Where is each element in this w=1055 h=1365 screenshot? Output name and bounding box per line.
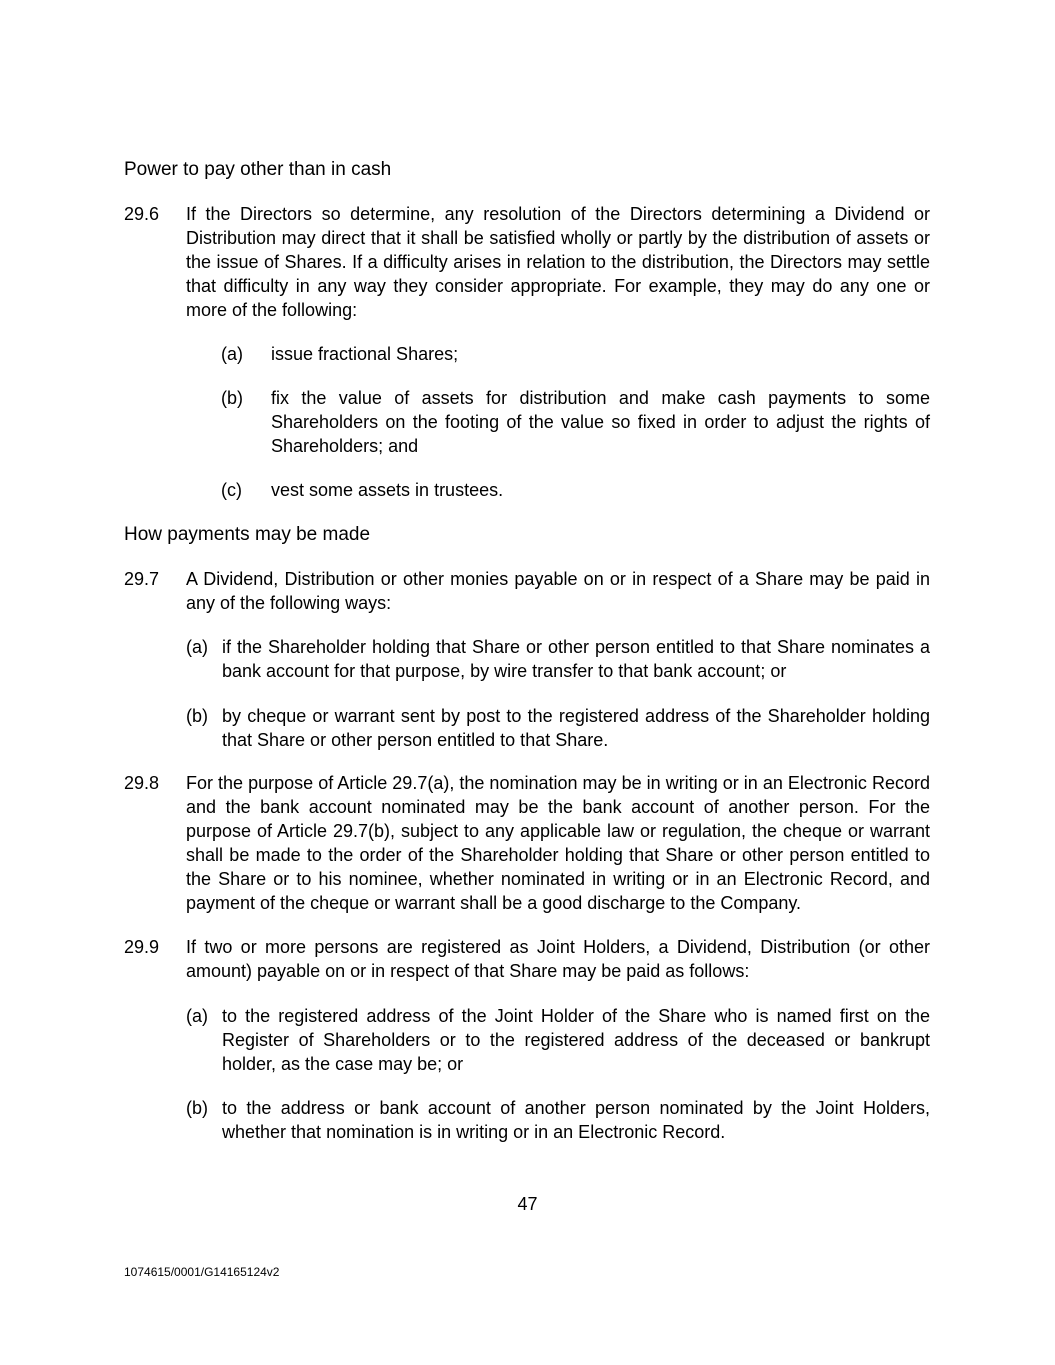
clause-text: For the purpose of Article 29.7(a), the nomination may be in writing or in an Electronic Record and the bank account nominated may be the bank account of another person. For the purpose of Article 29.7(b), subject to any applicable law or regulation, the cheque or warrant shall be made to the order of the Shareholder holding that Share or other person entitled to the Share or to his nominee, whether nominated in writing or in an Electronic Record, and payment of the cheque or warrant shall be a good discharge to the Company. — [186, 773, 930, 913]
clause-29-6 — [124, 202, 930, 322]
list-item-text: if the Shareholder holding that Share or other person entitled to that Share nominates a bank account for that purpose, by wire transfer to that bank account; or — [222, 637, 930, 681]
list-item-label: (b) — [221, 388, 243, 408]
list-item — [186, 704, 930, 752]
list-item — [221, 386, 930, 458]
list-item — [221, 478, 930, 502]
list-item-text: issue fractional Shares; — [271, 344, 459, 364]
clause-text: A Dividend, Distribution or other monies payable on or in respect of a Share may be paid in any of the following ways: — [186, 569, 930, 613]
list-item — [186, 635, 930, 683]
clause-number: 29.8 — [124, 773, 160, 793]
list-item-label: (a) — [186, 1006, 208, 1026]
list-item — [186, 1004, 930, 1076]
list-item-label: (a) — [186, 637, 208, 657]
clause-29-8 — [124, 771, 930, 915]
clause-29-7 — [124, 567, 930, 615]
section-heading-how-payments: How payments may be made — [124, 524, 371, 545]
list-item-text: to the registered address of the Joint Holder of the Share who is named first on the Register of Shareholders or to the registered address of the deceased or bankrupt holder, as the case may be; or — [222, 1006, 930, 1074]
clause-text: If the Directors so determine, any resolution of the Directors determining a Dividend or Distribution may direct that it shall be satisfied wholly or partly by the distribution of assets or the issue of Shares. If a difficulty arises in relation to the distribution, the Directors may settle that difficulty in any way they consider appropriate. For example, they may do any one or more of the following: — [186, 204, 930, 320]
list-item-label: (c) — [221, 480, 242, 500]
list-item-text: to the address or bank account of another person nominated by the Joint Holders, whether that nomination is in writing or in an Electronic Record. — [222, 1098, 930, 1142]
list-item — [221, 342, 930, 366]
list-item — [186, 1096, 930, 1144]
clause-29-9 — [124, 935, 930, 983]
list-item-text: vest some assets in trustees. — [271, 480, 504, 500]
clause-number: 29.6 — [124, 204, 160, 224]
list-item-label: (b) — [186, 706, 208, 726]
list-item-label: (a) — [221, 344, 243, 364]
document-reference: 1074615/0001/G14165124v2 — [124, 1265, 280, 1279]
page-number: 47 — [517, 1194, 538, 1214]
list-item-text: fix the value of assets for distribution and make cash payments to some Shareholders on the footing of the value so fixed in order to adjust the rights of Shareholders; and — [271, 388, 930, 456]
section-heading-power-to-pay: Power to pay other than in cash — [124, 159, 392, 180]
clause-number: 29.7 — [124, 569, 160, 589]
list-item-text: by cheque or warrant sent by post to the registered address of the Shareholder holding that Share or other person entitled to that Share. — [222, 706, 930, 750]
list-item-label: (b) — [186, 1098, 208, 1118]
clause-number: 29.9 — [124, 937, 160, 957]
clause-text: If two or more persons are registered as Joint Holders, a Dividend, Distribution (or other amount) payable on or in respect of that Share may be paid as follows: — [186, 937, 930, 981]
